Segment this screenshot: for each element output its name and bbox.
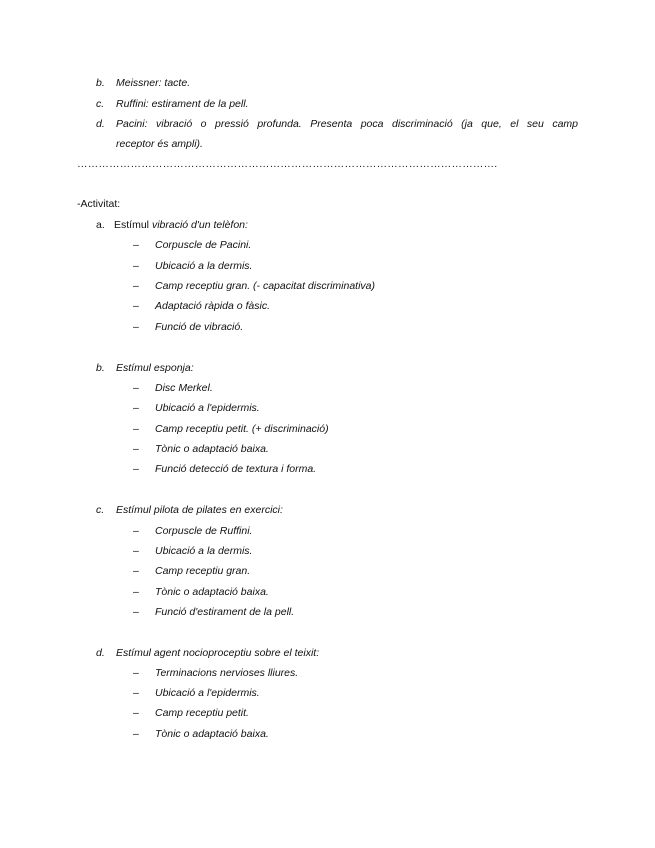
bullet-item [133, 727, 269, 741]
bullet-text: Tònic o adaptació baixa. [155, 586, 269, 598]
bullet-text: Camp receptiu gran. (- capacitat discriminativa) [155, 280, 375, 292]
activity-item-title [116, 503, 283, 517]
bullet-item [133, 422, 329, 436]
bullet-text: Funció de vibració. [155, 321, 244, 333]
bullet-text: Ubicació a l'epidermis. [155, 687, 260, 699]
list-marker: d. [96, 647, 105, 659]
bullet-item [133, 279, 375, 293]
bullet-item [133, 320, 244, 334]
dash-bullet: – [133, 463, 139, 475]
list-item-text: Meissner: tacte. [116, 77, 191, 89]
bullet-text: Funció d'estirament de la pell. [155, 606, 295, 618]
bullet-text: Corpuscle de Pacini. [155, 239, 252, 251]
title-italic: Estímul esponja: [116, 362, 194, 374]
dash-bullet: – [133, 321, 139, 333]
dash-bullet: – [133, 239, 139, 251]
bullet-text: Ubicació a la dermis. [155, 545, 253, 557]
dash-bullet: – [133, 565, 139, 577]
bullet-text: Camp receptiu gran. [155, 565, 251, 577]
section-heading: -Activitat: [77, 198, 121, 210]
bullet-item [133, 666, 299, 680]
activity-item-label [96, 218, 248, 232]
dash-bullet: – [133, 687, 139, 699]
bullet-text: Tònic o adaptació baixa. [155, 443, 269, 455]
bullet-item [133, 605, 295, 619]
activity-item-label [96, 646, 320, 660]
title-italic: vibració d'un telèfon: [151, 219, 248, 231]
bullet-item [133, 686, 260, 700]
bullet-item [133, 462, 317, 476]
bullet-item [133, 401, 260, 415]
bullet-item [133, 706, 249, 720]
bullet-text: Adaptació ràpida o fàsic. [155, 300, 270, 312]
activity-item-label [96, 503, 283, 517]
bullet-item [133, 524, 253, 538]
bullet-text: Camp receptiu petit. (+ discriminació) [155, 423, 329, 435]
bullet-item [133, 381, 213, 395]
activity-item-label [96, 361, 194, 375]
dash-bullet: – [133, 260, 139, 272]
bullet-text: Corpuscle de Ruffini. [155, 525, 253, 537]
dash-bullet: – [133, 606, 139, 618]
bullet-text: Camp receptiu petit. [155, 707, 249, 719]
dash-bullet: – [133, 382, 139, 394]
activity-item-title [116, 646, 319, 660]
list-marker: c. [96, 504, 105, 516]
list-marker: b. [96, 362, 105, 374]
title-plain: Estímul [114, 219, 152, 231]
dash-bullet: – [133, 707, 139, 719]
dash-bullet: – [133, 586, 139, 598]
dash-bullet: – [133, 280, 139, 292]
activity-item-title [114, 218, 248, 232]
dash-bullet: – [133, 545, 139, 557]
dash-bullet: – [133, 443, 139, 455]
list-item-continuation: receptor és ampli). [116, 138, 203, 150]
dash-bullet: – [133, 402, 139, 414]
bullet-item [133, 585, 269, 599]
bullet-text: Ubicació a l'epidermis. [155, 402, 260, 414]
bullet-item [133, 564, 251, 578]
title-italic: Estímul pilota de pilates en exercici: [116, 504, 283, 516]
dash-bullet: – [133, 300, 139, 312]
bullet-text: Terminacions nervioses lliures. [155, 667, 299, 679]
dash-bullet: – [133, 423, 139, 435]
bullet-text: Tònic o adaptació baixa. [155, 728, 269, 740]
list-marker: c. [96, 98, 105, 110]
list-marker: b. [96, 77, 105, 89]
bullet-item [133, 238, 252, 252]
bullet-text: Ubicació a la dermis. [155, 260, 253, 272]
dash-bullet: – [133, 525, 139, 537]
list-marker: d. [96, 118, 105, 130]
list-item-text: Ruffini: estirament de la pell. [116, 98, 249, 110]
title-italic: Estímul agent nocioproceptiu sobre el teixit: [116, 647, 320, 659]
list-marker: a. [96, 219, 105, 231]
dash-bullet: – [133, 667, 139, 679]
activity-item-title [116, 361, 194, 375]
bullet-text: Funció detecció de textura i forma. [155, 463, 317, 475]
list-item-text: Pacini: vibració o pressió profunda. Presenta poca discriminació (ja que, el seu camp [116, 118, 578, 130]
bullet-item [133, 299, 270, 313]
dotted-separator: ………………………………………………………………………………………………………. [77, 158, 498, 170]
bullet-item [133, 259, 253, 273]
bullet-item [133, 442, 269, 456]
bullet-text: Disc Merkel. [155, 382, 213, 394]
bullet-item [133, 544, 253, 558]
dash-bullet: – [133, 728, 139, 740]
